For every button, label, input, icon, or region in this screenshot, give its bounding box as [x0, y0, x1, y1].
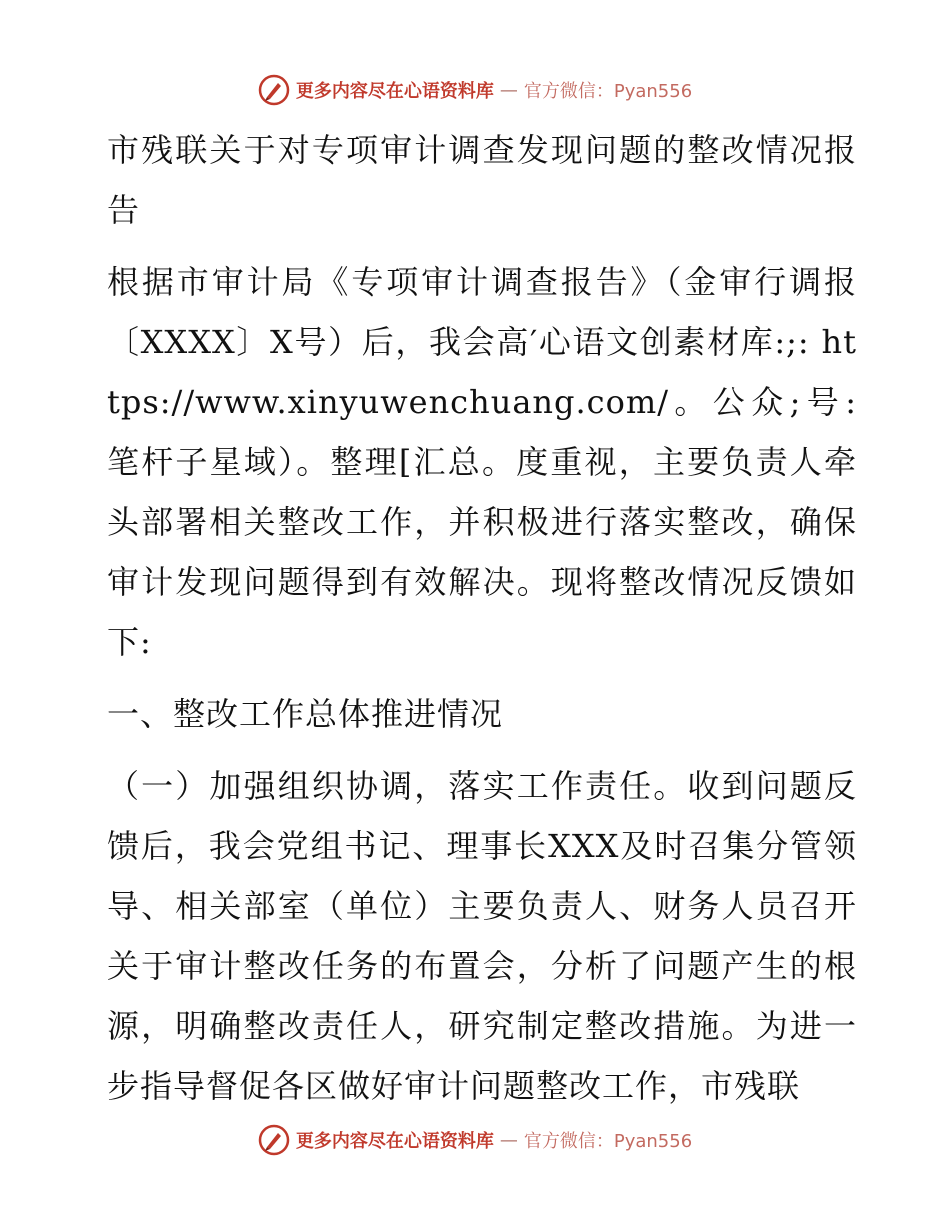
quill-pen-logo-icon	[258, 74, 290, 106]
banner-main-text: 更多内容尽在心语资料库	[295, 1131, 494, 1152]
banner-wechat-text: 官方微信：Pyan556	[523, 1131, 693, 1152]
banner-wechat-text: 官方微信：Pyan556	[523, 81, 693, 102]
header-banner	[0, 70, 950, 110]
banner-separator: —	[499, 1129, 518, 1151]
document-body	[97, 120, 857, 1116]
section-heading-1: 一、整改工作总体推进情况	[107, 695, 504, 733]
document-title: 市残联关于对专项审计调查发现问题的整改情况报告	[107, 131, 857, 229]
banner-main-text: 更多内容尽在心语资料库	[295, 81, 494, 102]
paragraph-section-1-1: （一）加强组织协调，落实工作责任。收到问题反馈后，我会党组书记、理事长XXX及时召集分管领导、相关部室（单位）主要负责人、财务人员召开关于审计整改任务的布置会，分析了问题产生的根源，明确整改责任人，研究制定整改措施。为进一步指导督促各区做好审计问题整改工作，市残联	[107, 767, 857, 1105]
banner-separator: —	[499, 79, 518, 101]
footer-banner	[0, 1120, 950, 1160]
quill-pen-logo-icon	[258, 1124, 290, 1156]
paragraph-intro: 根据市审计局《专项审计调查报告》（金审行调报〔XXXX〕X号）后，我会高′心语文创素材库:;: https://www.xinyuwenchuang.com/。公众;号: 笔杆子星域）。整理[汇总。度重视，主要负责人牵头部署相关整改工作，并积极进行落实整改，确保审计发现问题得到有效解决。现将整改情况反馈如下:	[107, 263, 857, 661]
